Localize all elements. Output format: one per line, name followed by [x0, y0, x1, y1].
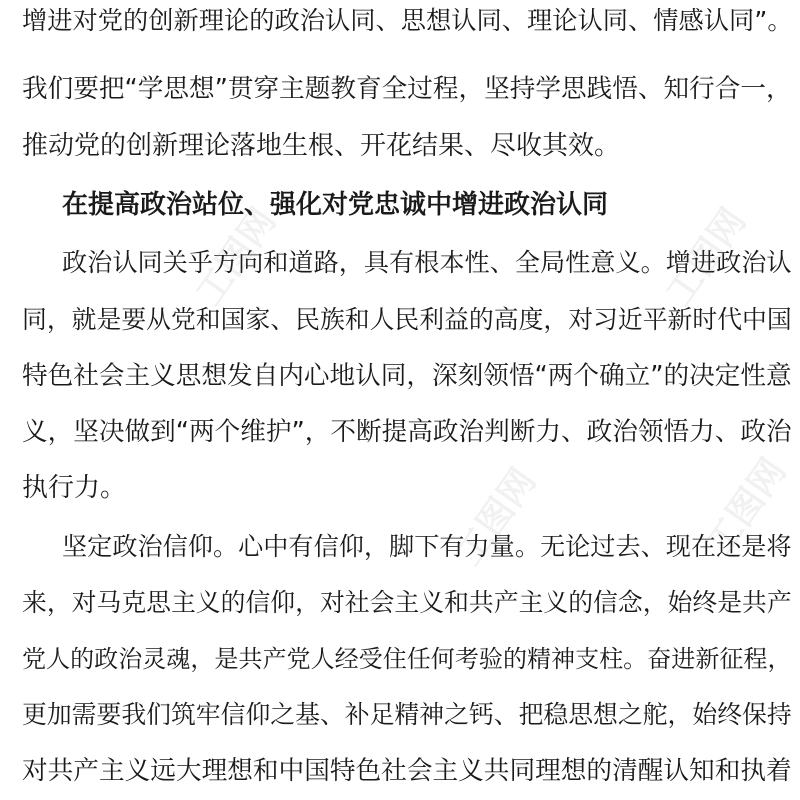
paragraph-3-line-3: 党人的政治灵魂，是共产党人经受住任何考验的精神支柱。奋进新征程，: [22, 645, 792, 673]
paragraph-3-line-2: 来，对马克思主义的信仰，对社会主义和共产主义的信念，始终是共产: [22, 588, 792, 617]
paragraph-3-line-1: 坚定政治信仰。心中有信仰，脚下有力量。无论过去、现在还是将: [62, 532, 792, 561]
watermark-logo: 工图网: [698, 451, 795, 564]
paragraph-2-line-3: 特色社会主义思想发自内心地认同，深刻领悟“两个确立”的决定性意: [22, 361, 792, 391]
watermark-logo: 工图网: [188, 201, 285, 314]
paragraph-3-line-4: 更加需要我们筑牢信仰之基、补足精神之钙、把稳思想之舵，始终保持: [22, 700, 792, 729]
paragraph-1-line-1: 增进对党的创新理论的政治认同、思想认同、理论认同、情感认同”。: [22, 6, 793, 35]
paragraph-2-line-2: 同，就是要从党和国家、民族和人民利益的高度，对习近平新时代中国: [22, 305, 792, 334]
watermark-logo: 工图网: [658, 201, 755, 314]
paragraph-2-line-1: 政治认同关乎方向和道路，具有根本性、全局性意义。增进政治认: [62, 248, 792, 277]
paragraph-1-line-2: 我们要把“学思想”贯穿主题教育全过程，坚持学思践悟、知行合一，: [22, 74, 792, 104]
section-heading: 在提高政治站位、强化对党忠诚中增进政治认同: [62, 190, 609, 220]
paragraph-2-line-5: 执行力。: [22, 473, 127, 503]
watermark-logo: 工图网: [448, 461, 545, 574]
paragraph-3-line-5: 对共产主义远大理想和中国特色社会主义共同理想的清醒认知和执着: [22, 756, 792, 786]
paragraph-1-line-3: 推动党的创新理论落地生根、开花结果、尽收其效。: [22, 131, 621, 161]
paragraph-2-line-4: 义，坚决做到“两个维护”，不断提高政治判断力、政治领悟力、政治: [22, 417, 792, 447]
